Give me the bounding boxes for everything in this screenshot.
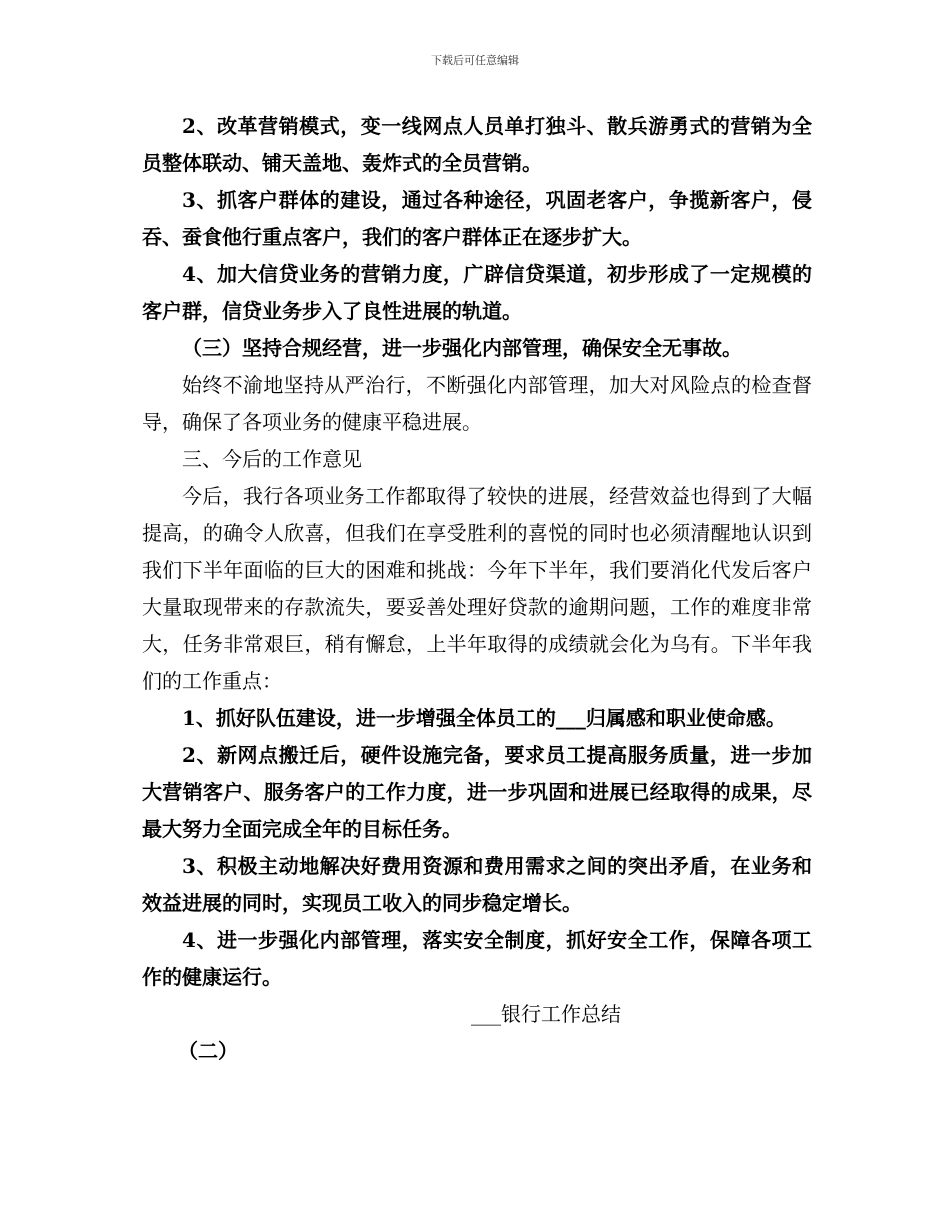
document-title: ___银行工作总结 (471, 1002, 621, 1026)
paragraph-reform-marketing: 2、改革营销模式，变一线网点人员单打独斗、散兵游勇式的营销为全员整体联动、铺天盖地、轰炸式的全员营销。 (142, 114, 812, 175)
paragraph-future-outlook: 今后，我行各项业务工作都取得了较快的进展，经营效益也得到了大幅提高，的确令人欣喜，但我们在享受胜利的喜悦的同时也必须清醒地认识到我们下半年面临的巨大的困难和挑战：今年下半年，我们要消化代发后客户大量取现带来的存款流失，要妥善处理好贷款的逾期问题，工作的难度非常大，任务非常艰巨，稍有懈怠，上半年取得的成绩就会化为乌有。下半年我们的工作重点： (142, 484, 812, 693)
paragraph-strict-management: 始终不渝地坚持从严治行，不断强化内部管理，加大对风险点的检查督导，确保了各项业务的健康平稳进展。 (142, 373, 812, 434)
document-body (142, 108, 812, 1070)
section-number: （二） (178, 1039, 238, 1063)
paragraph-team-building: 1、抓好队伍建设，进一步增强全体员工的___归属感和职业使命感。 (182, 706, 786, 730)
heading-compliance: （三）坚持合规经营，进一步强化内部管理，确保安全无事故。 (182, 336, 742, 360)
paragraph-credit-marketing: 4、加大信贷业务的营销力度，广辟信贷渠道，初步形成了一定规模的客户群，信贷业务步入了良性进展的轨道。 (142, 262, 812, 323)
paragraph-new-branch: 2、新网点搬迁后，硬件设施完备，要求员工提高服务质量，进一步加大营销客户、服务客户的工作力度，进一步巩固和进展已经取得的成果，尽最大努力全面完成全年的目标任务。 (142, 743, 812, 841)
heading-future-work: 三、今后的工作意见 (182, 447, 362, 471)
page-header: 下载后可任意编辑 (431, 54, 519, 67)
paragraph-customer-groups: 3、抓客户群体的建设，通过各种途径，巩固老客户，争揽新客户，侵吞、蚕食他行重点客户，我们的客户群体正在逐步扩大。 (142, 188, 812, 249)
paragraph-cost-resources: 3、积极主动地解决好费用资源和费用需求之间的突出矛盾，在业务和效益进展的同时，实现员工收入的同步稳定增长。 (142, 854, 812, 915)
paragraph-internal-management: 4、进一步强化内部管理，落实安全制度，抓好安全工作，保障各项工作的健康运行。 (142, 928, 812, 989)
